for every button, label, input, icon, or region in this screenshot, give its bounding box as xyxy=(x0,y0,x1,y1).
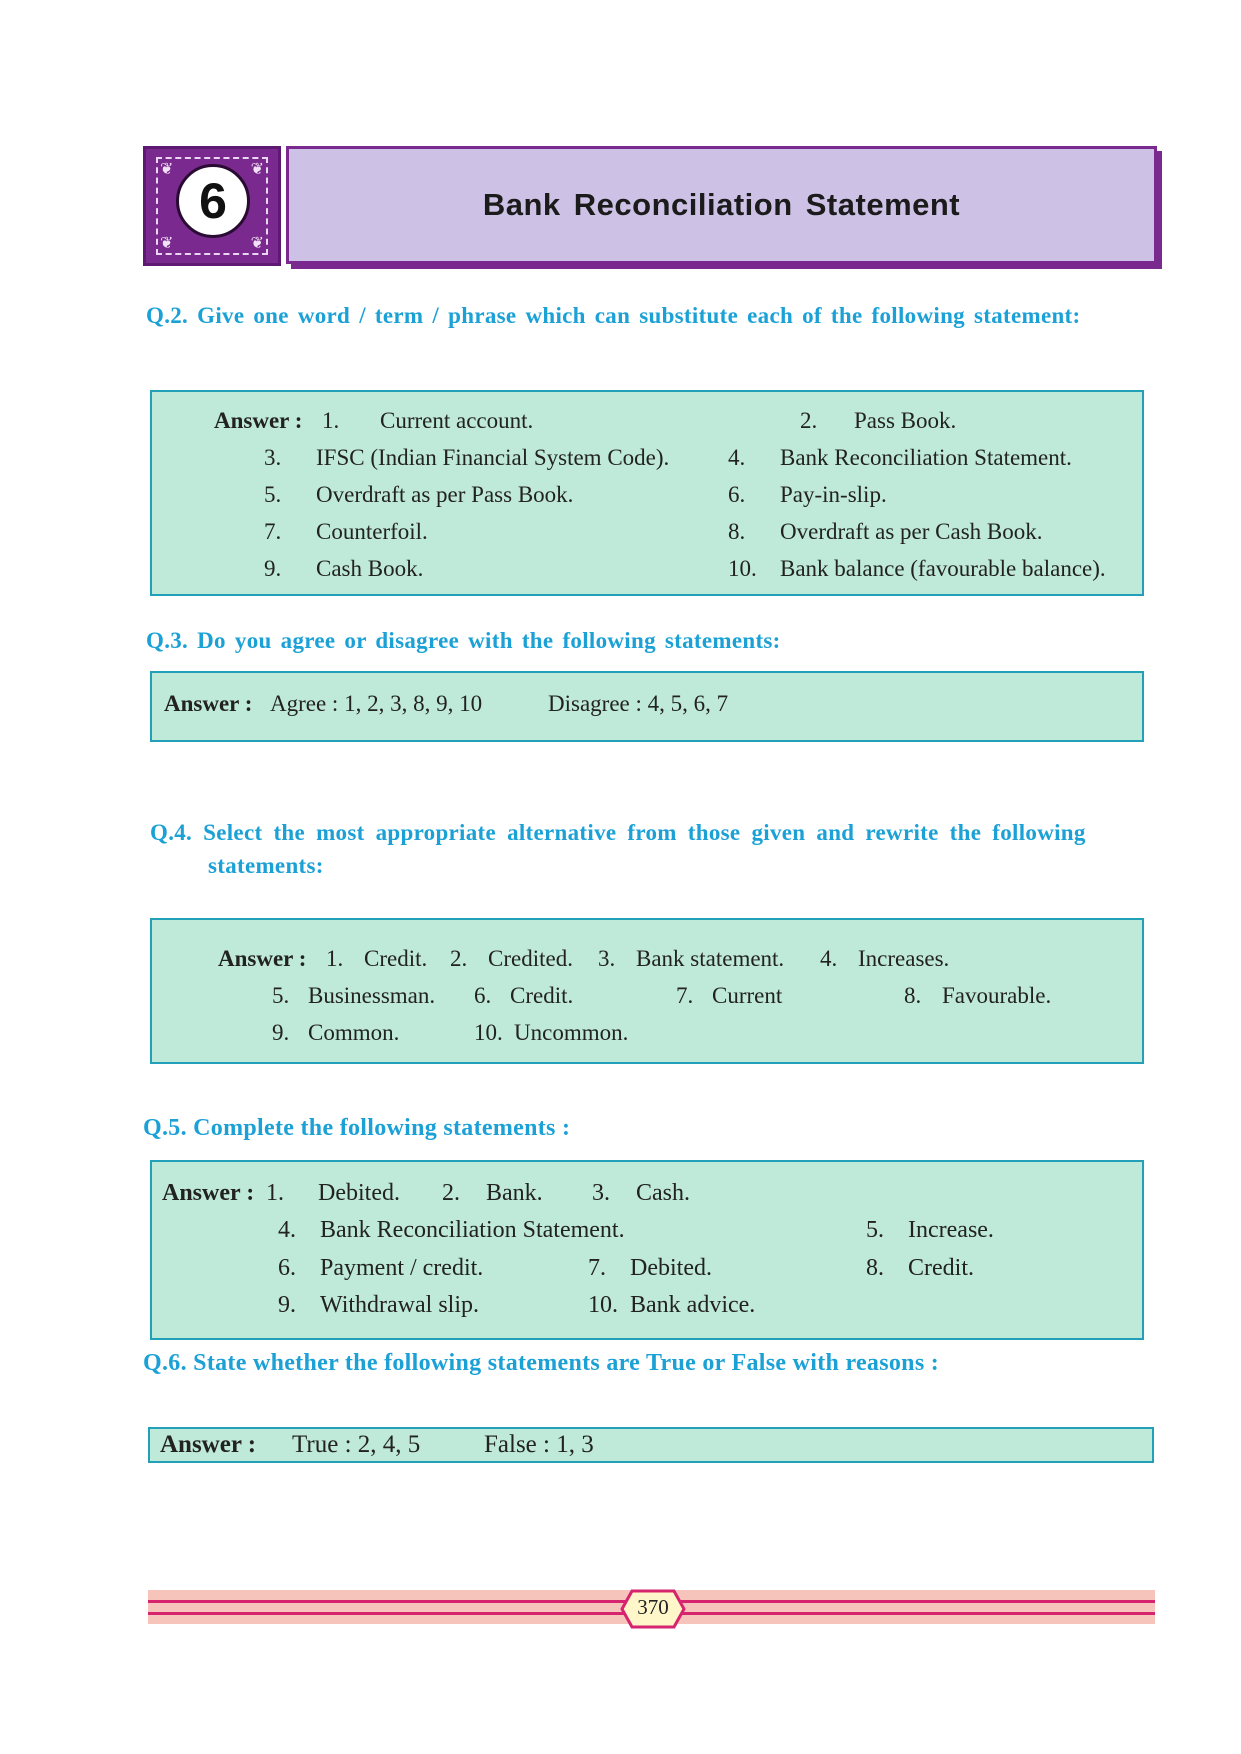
chapter-title: Bank Reconciliation Statement xyxy=(482,187,961,222)
item-text: Common. xyxy=(308,1020,400,1045)
item-number: 5. xyxy=(866,1217,884,1243)
page-number-badge xyxy=(620,1589,686,1629)
item-number: 3. xyxy=(264,445,282,470)
item-text: Debited. xyxy=(318,1180,400,1206)
item-text: Increases. xyxy=(858,946,950,971)
item-text: Increase. xyxy=(908,1217,994,1243)
page-number: 370 xyxy=(637,1595,669,1619)
item-text: Bank Reconciliation Statement. xyxy=(780,445,1072,470)
item-text: Counterfoil. xyxy=(316,519,428,544)
item-number: 8. xyxy=(904,983,922,1008)
item-text: Bank. xyxy=(486,1180,543,1206)
q5-answer-box xyxy=(150,1160,1144,1340)
ornament-icon: ❦ xyxy=(160,235,174,252)
item-text: Bank advice. xyxy=(630,1292,756,1318)
item-text: Bank Reconciliation Statement. xyxy=(320,1217,625,1243)
item-number: 10. xyxy=(474,1020,503,1045)
answer-label: Answer : xyxy=(214,408,303,433)
item-number: 4. xyxy=(728,445,746,470)
item-number: 4. xyxy=(820,946,838,971)
item-text: Credit. xyxy=(364,946,428,971)
item-number: 1. xyxy=(326,946,344,971)
answer-label: Answer : xyxy=(164,691,253,716)
item-number: 2. xyxy=(442,1180,460,1206)
item-number: 4. xyxy=(278,1217,296,1243)
item-number: 2. xyxy=(450,946,468,971)
item-number: 9. xyxy=(278,1292,296,1318)
item-text: Credit. xyxy=(908,1255,974,1281)
item-text: IFSC (Indian Financial System Code). xyxy=(316,445,670,470)
q3-answer-box xyxy=(150,671,1144,742)
q4-answer-box xyxy=(150,918,1144,1064)
item-text: Overdraft as per Cash Book. xyxy=(780,519,1043,544)
item-text: Withdrawal slip. xyxy=(320,1292,479,1318)
item-number: 8. xyxy=(866,1255,884,1281)
q5-question: Q.5. Complete the following statements : xyxy=(143,1115,571,1141)
ornament-icon: ❦ xyxy=(160,161,174,178)
item-text: Cash Book. xyxy=(316,556,424,581)
item-text: Current account. xyxy=(380,408,534,433)
item-text: Cash. xyxy=(636,1180,690,1206)
item-number: 7. xyxy=(588,1255,606,1281)
q3-question: Q.3. Do you agree or disagree with the following statements: xyxy=(146,628,781,653)
item-number: 9. xyxy=(264,556,282,581)
false-list: False : 1, 3 xyxy=(484,1431,594,1458)
item-text: Favourable. xyxy=(942,983,1052,1008)
item-number: 1. xyxy=(322,408,340,433)
item-number: 5. xyxy=(264,482,282,507)
item-number: 6. xyxy=(278,1255,296,1281)
item-text: Bank statement. xyxy=(636,946,785,971)
item-number: 3. xyxy=(598,946,616,971)
item-number: 1. xyxy=(266,1180,284,1206)
item-number: 3. xyxy=(592,1180,610,1206)
item-number: 6. xyxy=(474,983,492,1008)
chapter-title-bar xyxy=(286,146,1157,264)
item-text: Pay-in-slip. xyxy=(780,482,887,507)
item-text: Uncommon. xyxy=(514,1020,629,1045)
q6-answer-box xyxy=(148,1427,1154,1463)
ornament-icon: ❦ xyxy=(250,161,264,178)
item-number: 6. xyxy=(728,482,746,507)
answer-label: Answer : xyxy=(160,1431,257,1458)
item-text: Businessman. xyxy=(308,983,436,1008)
item-number: 10. xyxy=(728,556,757,581)
chapter-number: 6 xyxy=(176,164,250,238)
item-text: Bank balance (favourable balance). xyxy=(780,556,1106,581)
item-number: 7. xyxy=(676,983,694,1008)
item-number: 9. xyxy=(272,1020,290,1045)
item-text: Credit. xyxy=(510,983,574,1008)
true-list: True : 2, 4, 5 xyxy=(292,1431,421,1458)
item-number: 7. xyxy=(264,519,282,544)
answer-label: Answer : xyxy=(162,1180,255,1206)
q2-question: Q.2. Give one word / term / phrase which can substitute each of the following statement: xyxy=(146,303,1081,328)
item-text: Current xyxy=(712,983,783,1008)
q6-question: Q.6. State whether the following statements are True or False with reasons : xyxy=(143,1350,940,1376)
item-text: Credited. xyxy=(488,946,573,971)
q4-question-continued: statements: xyxy=(208,853,324,878)
answer-label: Answer : xyxy=(218,946,307,971)
item-text: Payment / credit. xyxy=(320,1255,484,1281)
item-number: 8. xyxy=(728,519,746,544)
item-text: Pass Book. xyxy=(854,408,957,433)
chapter-badge xyxy=(143,146,281,266)
q4-question: Q.4. Select the most appropriate alternative from those given and rewrite the following xyxy=(150,820,1086,845)
item-number: 5. xyxy=(272,983,290,1008)
agree-list: Agree : 1, 2, 3, 8, 9, 10 xyxy=(270,691,483,716)
ornament-icon: ❦ xyxy=(250,235,264,252)
disagree-list: Disagree : 4, 5, 6, 7 xyxy=(548,691,729,716)
item-text: Overdraft as per Pass Book. xyxy=(316,482,574,507)
item-text: Debited. xyxy=(630,1255,712,1281)
q2-answer-box xyxy=(150,390,1144,596)
item-number: 10. xyxy=(588,1292,618,1318)
item-number: 2. xyxy=(800,408,818,433)
